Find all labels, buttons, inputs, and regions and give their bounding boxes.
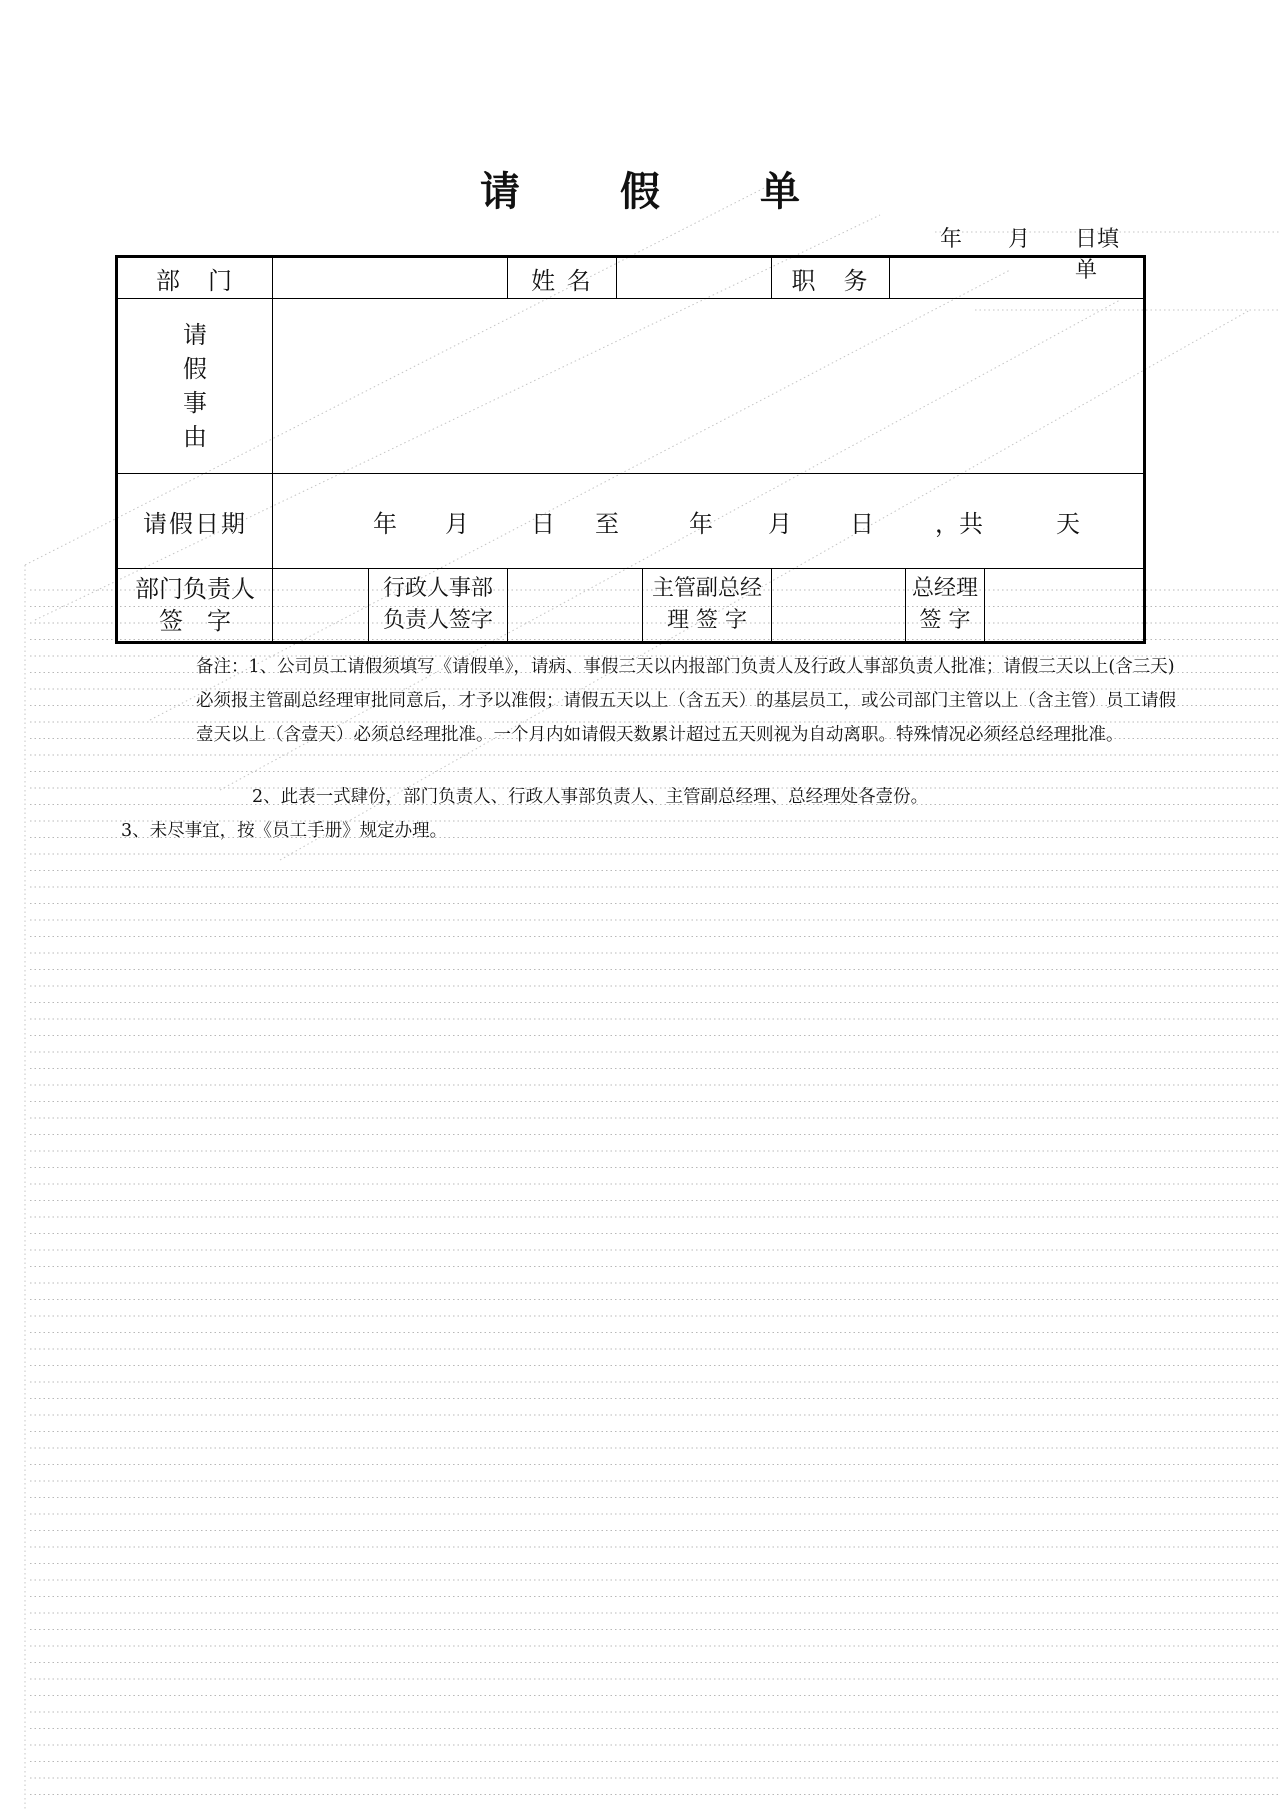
reason-char-4: 由 [183, 423, 207, 451]
date-days: 天 [1056, 510, 1080, 538]
vp-sign-field[interactable] [772, 569, 906, 643]
title-char-1: 请 [480, 168, 520, 215]
gm-line1: 总经理 [911, 576, 978, 601]
gm-line2: 签 字 [919, 608, 971, 633]
date-from-month: 月 [445, 510, 469, 538]
hr-sign-field[interactable] [508, 569, 643, 643]
vp-line2: 理 签 字 [667, 608, 747, 633]
date-to-year: 年 [689, 510, 713, 538]
reason-char-1: 请 [183, 321, 207, 349]
gm-sign-label [906, 569, 985, 643]
page-title [0, 160, 1280, 217]
department-label: 部 门 [117, 257, 273, 299]
reason-char-3: 事 [183, 389, 207, 417]
title-char-3: 单 [760, 168, 800, 215]
vp-sign-label [643, 569, 772, 643]
reason-field[interactable] [273, 299, 1145, 474]
fill-day: 日填单 [1075, 227, 1120, 283]
position-label: 职 务 [772, 257, 890, 299]
date-to-day: 日 [850, 510, 874, 538]
note-3: 3、未尽事宜，按《员工手册》规定办理。 [121, 821, 448, 841]
dept-head-line2: 签 字 [159, 607, 231, 635]
name-label: 姓 名 [508, 257, 617, 299]
hr-line2: 负责人签字 [382, 608, 493, 633]
date-to-month: 月 [768, 510, 792, 538]
reason-label [117, 299, 273, 474]
leave-form-table [115, 255, 1146, 644]
leave-date-field[interactable] [273, 474, 1145, 569]
hr-sign-label [369, 569, 508, 643]
date-total: ，共 [935, 510, 983, 538]
reason-char-2: 假 [183, 355, 207, 383]
fill-year: 年 [940, 227, 963, 252]
date-from-day: 日 [531, 510, 555, 538]
fill-date [920, 222, 1140, 283]
department-field[interactable] [273, 257, 508, 299]
title-char-2: 假 [620, 168, 660, 215]
date-from-year: 年 [373, 510, 397, 538]
vp-line1: 主管副总经 [651, 576, 762, 601]
gm-sign-field[interactable] [985, 569, 1145, 643]
fill-month: 月 [1008, 227, 1031, 252]
leave-date-label: 请假日期 [117, 474, 273, 569]
dept-head-sign-label [117, 569, 273, 643]
note-1: 备注：1、公司员工请假须填写《请假单》，请病、事假三天以内报部门负责人及行政人事部负责人批准；请假三天以上(含三天)必须报主管副总经理审批同意后，才予以准假；请假五天以上（含五天）的基层员工，或公司部门主管以上（含主管）员工请假壹天以上（含壹天）必须总经理批准。一个月内如请假天数累计超过五天则视为自动离职。特殊情况必须经总经理批准。 [196, 657, 1176, 745]
name-field[interactable] [617, 257, 772, 299]
note-2: 2、此表一式肆份，部门负责人、行政人事部负责人、主管副总经理、总经理处各壹份。 [252, 787, 929, 807]
date-to: 至 [595, 510, 619, 538]
hr-line1: 行政人事部 [382, 576, 493, 601]
position-field[interactable] [890, 257, 1145, 299]
dept-head-line1: 部门负责人 [135, 575, 255, 603]
dept-head-sign-field[interactable] [273, 569, 369, 643]
